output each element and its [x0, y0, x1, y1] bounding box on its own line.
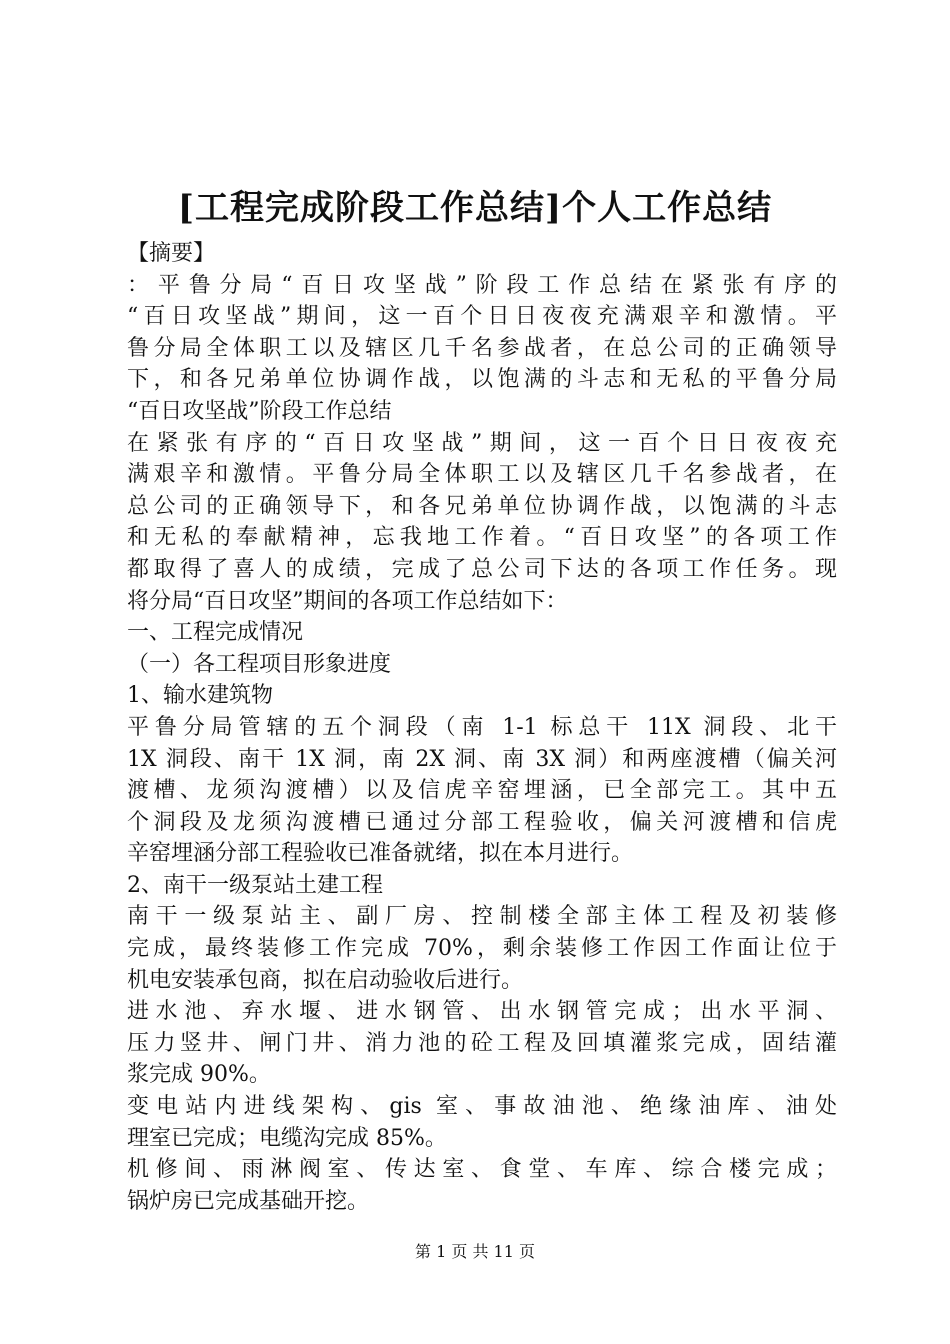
text-line: 2、南干一级泵站土建工程: [127, 872, 383, 898]
text-line: 1、输水建筑物: [127, 683, 273, 709]
text-line: 将分局“百日攻坚”期间的各项工作总结如下：: [127, 588, 568, 614]
text-line: 浆完成 90%。: [127, 1062, 271, 1088]
text-line: （一）各工程项目形象进度: [127, 651, 392, 677]
text-line: 理室已完成；电缆沟完成 85%。: [127, 1125, 447, 1151]
text-line: 总公司的正确领导下，和各兄弟单位协调作战，以饱满的斗志: [127, 493, 837, 519]
text-line: 渡槽、龙须沟渡槽）以及信虎辛窑埋涵，已全部完工。其中五: [127, 778, 837, 804]
text-line: 机修间、雨淋阀室、传达室、食堂、车库、综合楼完成；: [127, 1157, 837, 1183]
text-line: 和无私的奉献精神，忘我地工作着。“百日攻坚”的各项工作: [127, 525, 837, 551]
text-line: 都取得了喜人的成绩，完成了总公司下达的各项工作任务。现: [127, 556, 837, 582]
document-body: [127, 238, 837, 1217]
text-line: 个洞段及龙须沟渡槽已通过分部工程验收，偏关河渡槽和信虎: [127, 809, 837, 835]
text-line: 锅炉房已完成基础开挖。: [127, 1188, 370, 1214]
text-line: 完成，最终装修工作完成 70%，剩余装修工作因工作面让位于: [127, 936, 837, 962]
text-line: “百日攻坚战”阶段工作总结: [127, 398, 392, 424]
text-line: 【摘要】: [127, 241, 216, 266]
text-line: ：平鲁分局“百日攻坚战”阶段工作总结在紧张有序的: [127, 272, 837, 298]
text-line: 下，和各兄弟单位协调作战，以饱满的斗志和无私的平鲁分局: [127, 367, 837, 393]
text-line: 压力竖井、闸门井、消力池的砼工程及回填灌浆完成，固结灌: [127, 1030, 837, 1056]
page-footer: 第 1 页 共 11 页: [415, 1242, 535, 1261]
text-line: 满艰辛和激情。平鲁分局全体职工以及辖区几千名参战者，在: [127, 462, 837, 488]
text-line: 南干一级泵站主、副厂房、控制楼全部主体工程及初装修: [127, 904, 837, 930]
text-line: 变电站内进线架构、gis 室、事故油池、绝缘油库、油处: [127, 1094, 837, 1120]
document-title: [工程完成阶段工作总结]个人工作总结: [177, 188, 773, 228]
text-line: 1X 洞段、南干 1X 洞，南 2X 洞、南 3X 洞）和两座渡槽（偏关河: [127, 746, 837, 772]
text-line: “百日攻坚战”期间，这一百个日日夜夜充满艰辛和激情。平: [127, 304, 837, 330]
text-line: 一、工程完成情况: [127, 620, 304, 646]
text-line: 鲁分局全体职工以及辖区几千名参战者，在总公司的正确领导: [127, 335, 837, 361]
text-line: 辛窑埋涵分部工程验收已准备就绪，拟在本月进行。: [127, 841, 634, 867]
text-line: 在紧张有序的“百日攻坚战”期间，这一百个日日夜夜充: [127, 430, 837, 456]
text-line: 进水池、弃水堰、进水钢管、出水钢管完成；出水平洞、: [127, 999, 837, 1025]
text-line: 机电安装承包商，拟在启动验收后进行。: [127, 967, 524, 993]
text-line: 平鲁分局管辖的五个洞段（南 1-1 标总干 11X 洞段、北干: [127, 714, 837, 740]
